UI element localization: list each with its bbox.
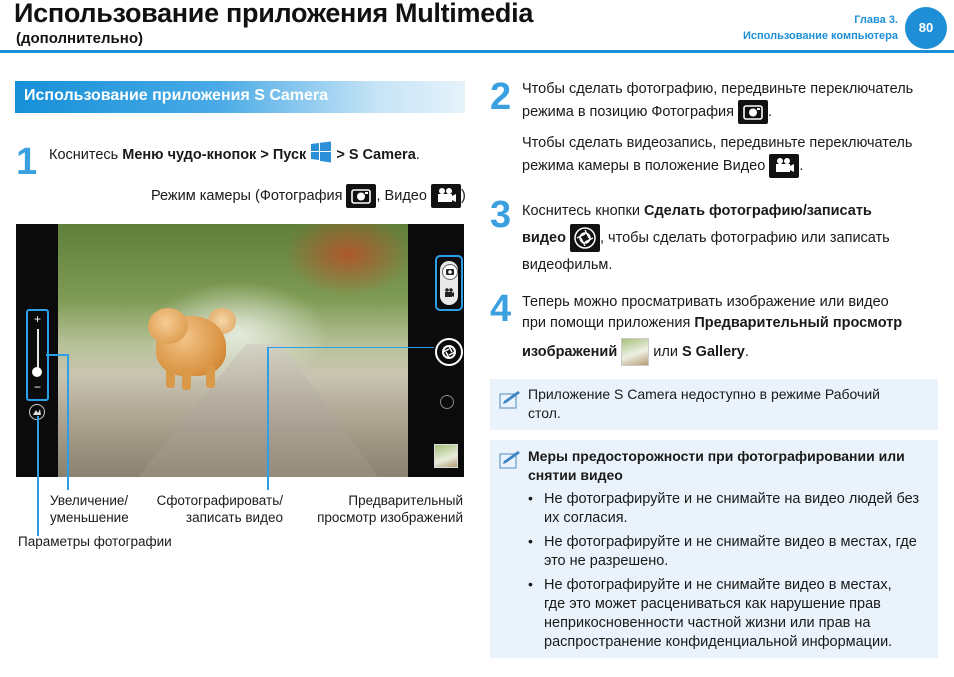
caution-item-1: [544, 490, 924, 528]
shutter-button[interactable]: [435, 338, 463, 366]
callout-pre: Режим камеры (Фотография: [151, 187, 347, 204]
dog-head: [148, 308, 188, 344]
zoom-label: [50, 492, 129, 526]
preview-thumbnail[interactable]: [434, 444, 458, 468]
note-line2: стол.: [528, 405, 561, 421]
callout-mid: , Видео: [376, 187, 431, 204]
caution-box: [490, 440, 938, 658]
chapter-title: Использование компьютера: [742, 30, 898, 42]
video-camera-icon[interactable]: [442, 286, 456, 300]
step-1-text: [49, 141, 420, 166]
callout-line-settings: [37, 416, 39, 536]
caution-item-2: [544, 533, 924, 571]
shoot-label-line2: записать видео: [185, 510, 283, 525]
shutter-icon: [570, 224, 600, 252]
shoot-label-line1: Сфотографировать/: [156, 493, 283, 508]
header-rule: [0, 50, 954, 53]
callout-line-shutter: [267, 347, 269, 490]
bullet: •: [528, 490, 533, 506]
zoom-label-line1: Увеличение/: [50, 493, 129, 508]
camera-mode-callout: [151, 184, 466, 208]
section-header: [15, 81, 465, 113]
step-4-gallery: S Gallery: [681, 343, 745, 360]
step-4-end: .: [744, 343, 749, 360]
note-line1: Приложение S Camera недоступно в режиме Рабочий: [528, 386, 880, 402]
caution-item-2-line1: Не фотографируйте и не снимайте видео в местах, где: [544, 534, 917, 550]
step-4-number: 4: [490, 288, 512, 330]
step-4-bold: Предварительный просмотр: [694, 315, 903, 331]
chapter-label: [743, 12, 898, 44]
mode-switch-track[interactable]: [440, 261, 458, 305]
preview-label-line2: просмотр изображений: [317, 510, 463, 525]
callout-line-zoom-h: [46, 354, 68, 356]
step-2-line1: Чтобы сделать фотографию, передвиньте переключатель: [522, 81, 914, 97]
step-3-number: 3: [490, 194, 512, 236]
preview-label-line1: Предварительный: [348, 493, 463, 508]
step-4-line2: [522, 313, 902, 334]
zoom-in-icon[interactable]: +: [33, 312, 41, 326]
step-3-line1: [522, 198, 890, 224]
step-3-line3: видеофильм.: [522, 257, 613, 273]
bullet: •: [528, 576, 533, 592]
camera-preview-photo: [58, 224, 408, 477]
dog-leg: [182, 368, 191, 390]
video-mode-icon: [769, 154, 799, 178]
page-title: Использование приложения Multimedia: [14, 0, 534, 28]
caution-item-3-line3: неприкосновенности частной жизни или прав на: [544, 615, 871, 631]
step-3-pre: Коснитесь кнопки: [522, 203, 644, 219]
preview-label: [300, 492, 463, 526]
step-1-scamera: > S Camera: [332, 147, 416, 163]
mode-switch[interactable]: [435, 255, 463, 311]
step-3-bold2: видео: [522, 229, 566, 246]
step-3-text: [522, 198, 890, 278]
page-subtitle: (дополнительно): [16, 30, 143, 47]
step-4-text: [522, 292, 902, 366]
step-1-end: .: [415, 147, 420, 163]
note-pencil-icon: [498, 389, 522, 416]
chapter-number: Глава 3.: [854, 14, 898, 26]
step-3-line2: [522, 224, 890, 252]
caution-item-3: [544, 576, 924, 652]
caution-item-3-line1: Не фотографируйте и не снимайте видео в местах,: [544, 577, 892, 593]
video-mode-icon: [431, 184, 461, 208]
note-pencil-icon: [498, 449, 522, 476]
step-2-line3: Чтобы сделать видеозапись, передвиньте переключатель: [522, 135, 913, 151]
step-2-video-text: [522, 133, 912, 178]
camera-mode-icon[interactable]: [442, 264, 458, 280]
dog-leg: [206, 366, 215, 388]
page-number-badge: 80: [905, 7, 947, 49]
caution-title: [528, 447, 905, 485]
gallery-thumbnail-icon: [621, 338, 649, 366]
caution-title-line1: Меры предосторожности при фотографировании или: [528, 448, 905, 464]
photo-mode-icon: [346, 184, 376, 208]
step-4-pre: при помощи приложения: [522, 315, 695, 331]
face-icon[interactable]: [440, 395, 454, 409]
step-4-line1: Теперь можно просматривать изображение или видео: [522, 294, 889, 310]
step-1-number: 1: [16, 141, 38, 183]
step-4-bold2: изображений: [522, 343, 618, 360]
caution-item-3-line4: распространение конфиденциальной информации.: [544, 634, 893, 650]
settings-label: Параметры фотографии: [18, 534, 172, 549]
callout-end: ): [460, 187, 466, 204]
section-title: Использование приложения S Camera: [24, 87, 329, 104]
note-box: [490, 379, 938, 430]
step-4-mid: или: [649, 343, 682, 360]
step-2-photo-text: [522, 79, 913, 124]
step-1-charms: Меню чудо-кнопок > Пуск: [122, 147, 307, 163]
camera-screenshot: [16, 224, 464, 477]
zoom-out-icon[interactable]: −: [33, 380, 41, 394]
step-2-dot: .: [768, 103, 773, 120]
step-3-bold: Сделать фотографию/записать: [643, 203, 872, 219]
caution-item-1-line2: их согласия.: [544, 510, 628, 526]
windows-start-icon: [310, 141, 332, 163]
caution-title-line2: снятии видео: [528, 467, 623, 483]
step-2-line2-text: режима в позицию Фотография: [522, 103, 734, 120]
dog-leg: [166, 366, 175, 388]
callout-line-shutter-h: [268, 347, 434, 348]
zoom-handle[interactable]: [32, 367, 42, 377]
zoom-label-line2: уменьшение: [50, 510, 129, 525]
caution-item-3-line2: где это может расцениваться как нарушение прав: [544, 596, 881, 612]
step-2-number: 2: [490, 76, 512, 118]
step-4-line3: [522, 338, 902, 366]
step-2-line4-text: режима камеры в положение Видео: [522, 157, 766, 174]
step-3-post: , чтобы сделать фотографию или записать: [599, 229, 890, 246]
step-2-dot: .: [799, 157, 804, 174]
step-1-pre: Коснитесь: [49, 147, 123, 163]
step-2-line4: [522, 154, 912, 178]
note-text: [528, 385, 880, 423]
caution-item-2-line2: это не разрешено.: [544, 553, 669, 569]
callout-line-zoom: [67, 354, 69, 490]
photo-mode-icon: [738, 100, 768, 124]
step-2-line2: [522, 100, 913, 124]
bullet: •: [528, 533, 533, 549]
shoot-label: [152, 492, 283, 526]
caution-item-1-line1: Не фотографируйте и не снимайте на видео людей без: [544, 491, 920, 507]
